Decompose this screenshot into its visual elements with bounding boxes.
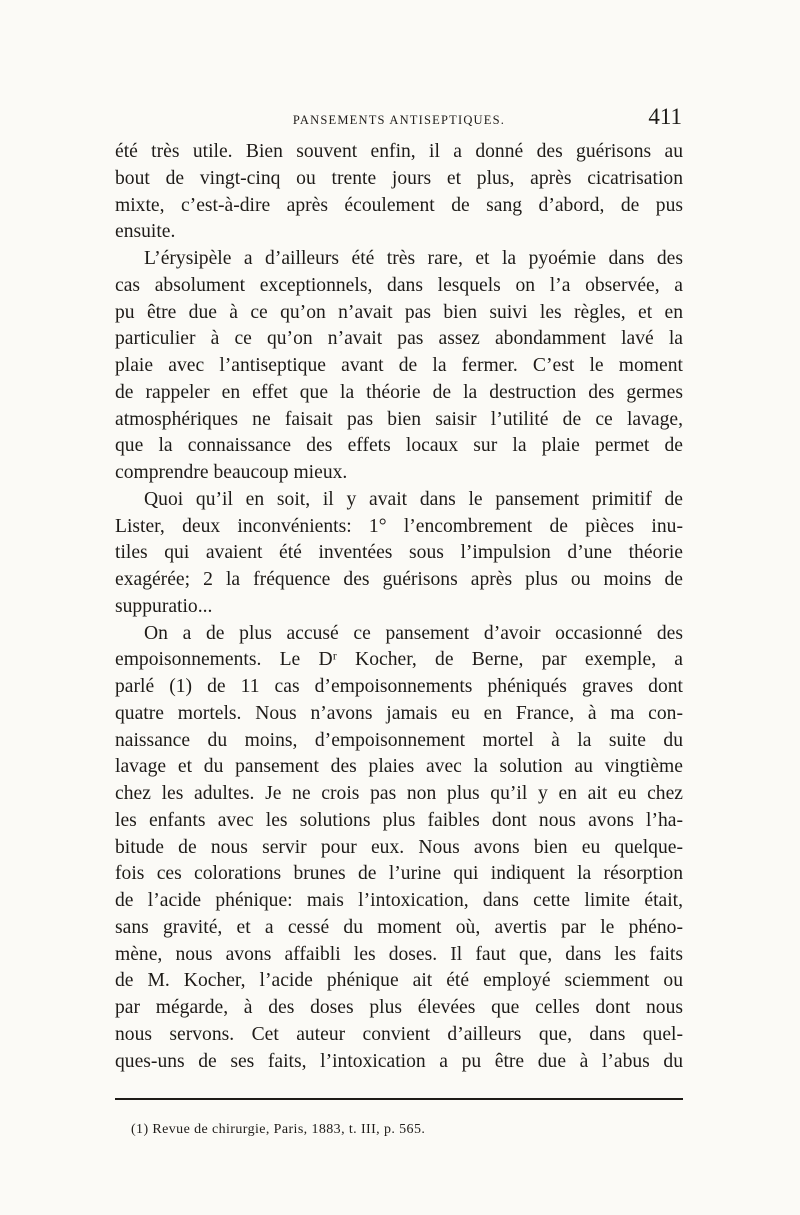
text-line: que la connaissance des effets locaux sur la plaie permet de: [115, 435, 683, 457]
text-line: exagérée; 2 la fréquence des guérisons après plus ou moins de: [115, 569, 683, 590]
text-line: été très utile. Bien souvent enfin, il a donné des guérisons au: [115, 141, 683, 162]
text-line: atmosphériques ne faisait pas bien saisir l’utilité de ce lavage,: [115, 408, 683, 430]
text-line: fois ces colorations brunes de l’urine qui indiquent la résorption: [115, 863, 683, 885]
footnote-rule: [115, 1098, 683, 1100]
text-line: quatre mortels. Nous n’avons jamais eu en France, à ma con-: [115, 702, 683, 724]
text-line: de M. Kocher, l’acide phénique ait été employé sciemment ou: [115, 970, 683, 992]
text-line: sans gravité, et a cessé du moment où, avertis par le phéno-: [115, 916, 683, 938]
text-line: mixte, c’est-à-dire après écoulement de sang d’abord, de pus: [115, 194, 683, 216]
text-line: comprendre beaucoup mieux.: [115, 462, 348, 483]
text-line: parlé (1) de 11 cas d’empoisonnements phéniqués graves dont: [115, 676, 683, 697]
text-line: pu être due à ce qu’on n’avait pas bien suivi les règles, et en: [115, 301, 683, 323]
running-title: PANSEMENTS ANTISEPTIQUES.: [292, 113, 506, 127]
footnote: (1) Revue de chirurgie, Paris, 1883, t. III, p. 565.: [131, 1122, 426, 1137]
text-line: plaie avec l’antiseptique avant de la fermer. C’est le moment: [115, 355, 683, 376]
text-line: cas absolument exceptionnels, dans lesquels on l’a observée, a: [115, 274, 683, 296]
text-line: lavage et du pansement des plaies avec la solution au vingtième: [115, 756, 683, 778]
text-line: On a de plus accusé ce pansement d’avoir occasionné des: [144, 622, 683, 644]
text-line: les enfants avec les solutions plus faibles dont nous avons l’ha-: [115, 809, 683, 831]
text-line: nous servons. Cet auteur convient d’ailleurs que, dans quel-: [115, 1023, 683, 1045]
text-line: Quoi qu’il en soit, il y avait dans le pansement primitif de: [144, 488, 683, 510]
text-line: bout de vingt-cinq ou trente jours et plus, après cicatrisation: [115, 167, 683, 189]
text-line: suppuratio...: [115, 595, 213, 617]
text-line: particulier à ce qu’on n’avait pas assez abondamment lavé la: [115, 328, 683, 350]
text-line: Lister, deux inconvénients: 1° l’encombrement de pièces inu-: [115, 515, 683, 537]
text-line: mène, nous avons affaibli les doses. Il faut que, dans les faits: [115, 943, 683, 965]
page-number: 411: [648, 104, 682, 129]
running-head: [114, 104, 684, 134]
text-line: ensuite.: [115, 221, 176, 243]
text-line: tiles qui avaient été inventées sous l’impulsion d’une théorie: [115, 542, 683, 564]
text-line: empoisonnements. Le Dʳ Kocher, de Berne, par exemple, a: [115, 649, 683, 671]
text-line: ques-uns de ses faits, l’intoxication a pu être due à l’abus du: [115, 1050, 683, 1072]
text-line: de l’acide phénique: mais l’intoxication, dans cette limite était,: [115, 890, 683, 911]
text-line: naissance du moins, d’empoisonnement mortel à la suite du: [115, 729, 683, 751]
text-line: de rappeler en effet que la théorie de la destruction des germes: [115, 381, 683, 403]
text-line: par mégarde, à des doses plus élevées que celles dont nous: [115, 997, 683, 1018]
text-line: L’érysipèle a d’ailleurs été très rare, et la pyoémie dans des: [144, 248, 683, 269]
body-text: [115, 139, 683, 1075]
text-line: chez les adultes. Je ne crois pas non plus qu’il y en ait eu chez: [115, 783, 683, 804]
text-line: bitude de nous servir pour eux. Nous avons bien eu quelque-: [115, 836, 683, 858]
